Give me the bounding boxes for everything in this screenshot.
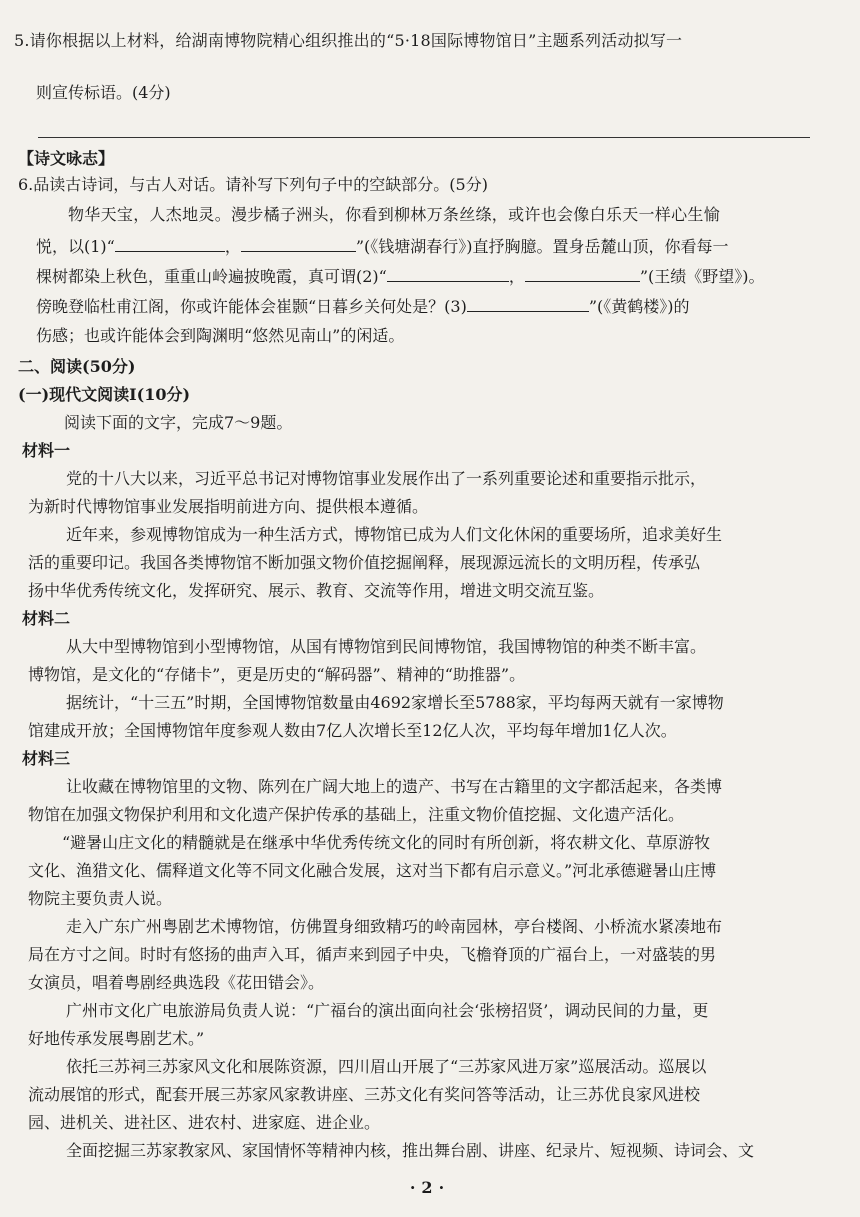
m2-p1-l1: 从大中型博物馆到小型博物馆，从国有博物馆到民间博物馆，我国博物馆的种类不断丰富。 [66, 637, 707, 656]
subsection-modern-title: (一)现代文阅读Ⅰ(10分) [18, 385, 191, 404]
blank-2b[interactable] [525, 265, 640, 282]
m3-p6-l1: 全面挖掘三苏家教家风、家国情怀等精神内核，推出舞台剧、讲座、纪录片、短视频、诗词会、文 [66, 1141, 755, 1160]
m3-p3-l1: 走入广东广州粤剧艺术博物馆，仿佛置身细致精巧的岭南园林，亭台楼阁、小桥流水紧凑地布 [66, 917, 723, 936]
material-3-title: 材料三 [22, 749, 71, 768]
material-2-title: 材料二 [22, 609, 71, 628]
m3-p3-l3: 女演员，唱着粤剧经典选段《花田错会》。 [28, 973, 325, 992]
q6-line2-c: ”(《钱塘湖春行》)直抒胸臆。置身岳麓山顶，你看每一 [355, 237, 729, 256]
q6-line4-a: 傍晚登临杜甫江阁，你或许能体会崔颢“日暮乡关何处是？(3) [36, 297, 467, 316]
q6-line3-a: 棵树都染上秋色，重重山岭遍披晚霞，真可谓(2)“ [36, 267, 387, 286]
m3-p5-l2: 流动展馆的形式，配套开展三苏家风家教讲座、三苏文化有奖问答等活动，让三苏优良家风进校 [28, 1085, 701, 1104]
m1-p2-l3: 扬中华优秀传统文化，发挥研究、展示、教育、交流等作用，增进文明交流互鉴。 [28, 581, 605, 600]
answer-line [38, 137, 810, 138]
m1-p2-l2: 活的重要印记。我国各类博物馆不断加强文物价值挖掘阐释，展现源远流长的文明历程，传承弘 [28, 553, 701, 572]
q5-line2: 则宣传标语。(4分) [36, 83, 171, 102]
m2-p1-l2: 博物馆，是文化的“存储卡”，更是历史的“解码器”、精神的“助推器”。 [28, 665, 526, 684]
m3-p5-l3: 园、进机关、进社区、进农村、进家庭、进企业。 [28, 1113, 381, 1132]
m3-p3-l2: 局在方寸之间。时时有悠扬的曲声入耳，循声来到园子中央，飞檐脊顶的广福台上，一对盛装的男 [28, 945, 717, 964]
q6-line5: 伤感；也或许能体会到陶渊明“悠然见南山”的闲适。 [36, 326, 405, 345]
q6-line2 [36, 235, 729, 258]
blank-1a[interactable] [115, 235, 225, 252]
page-number: ·2· [409, 1178, 451, 1197]
m3-p5-l1: 依托三苏祠三苏家风文化和展陈资源，四川眉山开展了“三苏家风进万家”巡展活动。巡展以 [66, 1057, 707, 1076]
q6-line3-b: ， [508, 267, 525, 286]
m3-p4-l1: 广州市文化广电旅游局负责人说：“广福台的演出面向社会‘张榜招贤’，调动民间的力量，更 [66, 1001, 709, 1020]
section-reading-title: 二、阅读(50分) [18, 357, 136, 376]
blank-1b[interactable] [241, 235, 356, 252]
m3-p4-l2: 好地传承发展粤剧艺术。” [28, 1029, 205, 1048]
m2-p2-l1: 据统计，“十三五”时期，全国博物馆数量由4692家增长至5788家，平均每两天就有一家博物 [66, 693, 724, 712]
q6-line3-c: ”(王绩《野望》)。 [639, 267, 765, 286]
q6-line2-b: ， [224, 237, 241, 256]
q5-line1: 5.请你根据以上材料，给湖南博物院精心组织推出的“5·18国际博物馆日”主题系列活动拟写一 [14, 31, 683, 50]
q6-title: 6.品读古诗词，与古人对话。请补写下列句子中的空缺部分。(5分) [18, 175, 488, 194]
blank-3[interactable] [467, 295, 589, 312]
m3-p1-l2: 物馆在加强文物保护利用和文化遗产保护传承的基础上，注重文物价值挖掘、文化遗产活化。 [28, 805, 685, 824]
m3-p2-l1: “避暑山庄文化的精髓就是在继承中华优秀传统文化的同时有所创新，将农耕文化、草原游牧 [62, 833, 711, 852]
blank-2a[interactable] [387, 265, 509, 282]
m3-p2-l3: 物院主要负责人说。 [28, 889, 173, 908]
q6-line1: 物华天宝，人杰地灵。漫步橘子洲头，你看到柳林万条丝绦，或许也会像白乐天一样心生愉 [68, 205, 721, 224]
m1-p2-l1: 近年来，参观博物馆成为一种生活方式，博物馆已成为人们文化休闲的重要场所，追求美好生 [66, 525, 723, 544]
m3-p2-l2: 文化、渔猎文化、儒释道文化等不同文化融合发展，这对当下都有启示意义。”河北承德避暑山庄博 [28, 861, 717, 880]
section-poetry-title: 【诗文咏志】 [18, 149, 115, 168]
q6-line4-b: ”(《黄鹤楼》)的 [588, 297, 690, 316]
q6-line3 [36, 265, 765, 288]
q6-line2-a: 悦，以(1)“ [36, 237, 115, 256]
m1-p1-l1: 党的十八大以来，习近平总书记对博物馆事业发展作出了一系列重要论述和重要指示批示， [66, 469, 707, 488]
m3-p1-l1: 让收藏在博物馆里的文物、陈列在广阔大地上的遗产、书写在古籍里的文字都活起来，各类博 [66, 777, 723, 796]
m1-p1-l2: 为新时代博物馆事业发展指明前进方向、提供根本遵循。 [28, 497, 429, 516]
q6-line4 [36, 295, 690, 318]
m2-p2-l2: 馆建成开放；全国博物馆年度参观人数由7亿人次增长至12亿人次，平均每年增加1亿人次。 [28, 721, 677, 740]
material-1-title: 材料一 [22, 441, 71, 460]
reading-instruction: 阅读下面的文字，完成7～9题。 [64, 413, 293, 432]
